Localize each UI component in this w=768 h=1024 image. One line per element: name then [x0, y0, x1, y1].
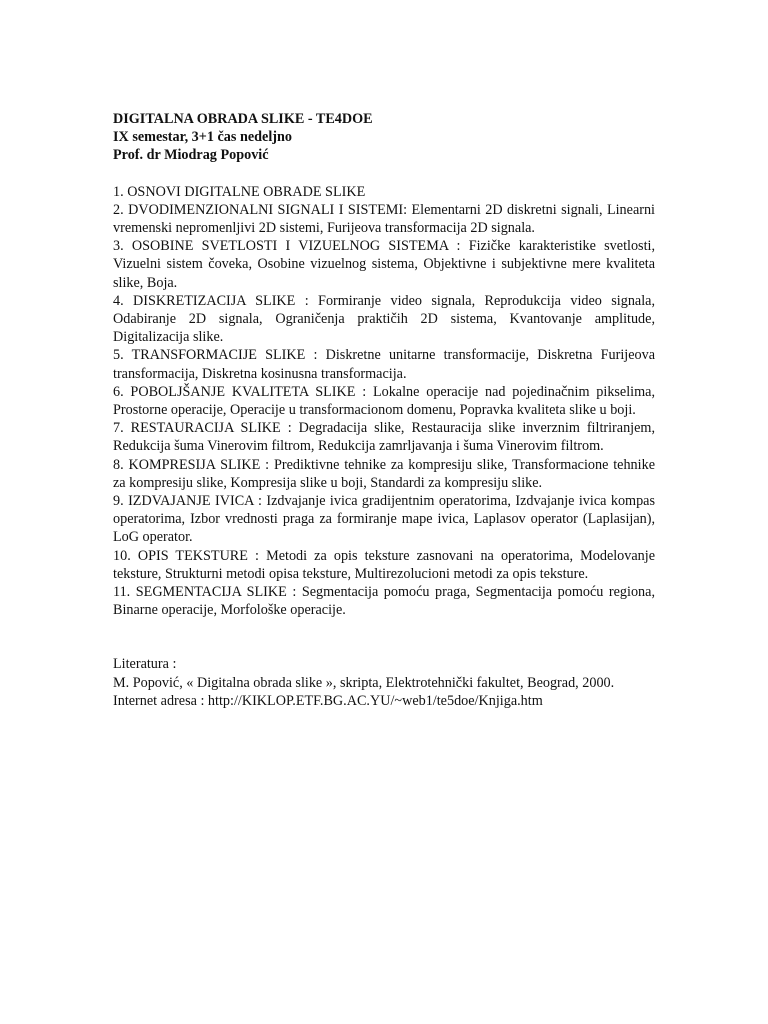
spacer [113, 165, 655, 183]
topic-item: 8. KOMPRESIJA SLIKE : Prediktivne tehnike za kompresiju slike, Transformacione tehnike za kompresiju slike, Kompresija slike u boji, Standardi za kompresiju slike. [113, 456, 655, 491]
topic-item: 3. OSOBINE SVETLOSTI I VIZUELNOG SISTEMA : Fizičke karakteristike svetlosti, Vizuelni sistem čoveka, Osobine vizuelnog sistema, Objektivne i subjektivne mere kvaliteta slike, Boja. [113, 238, 655, 291]
topic-item: 10. OPIS TEKSTURE : Metodi za opis teksture zasnovani na operatorima, Modelovanje teksture, Strukturni metodi opisa teksture, Multirezolucioni metodi za opis teksture. [113, 547, 655, 582]
topic-item: 7. RESTAURACIJA SLIKE : Degradacija slike, Restauracija slike inverznim filtriranjem, Redukcija šuma Vinerovim filtrom, Redukcija zamrljavanja i šuma Vinerovim filtrom. [113, 420, 655, 455]
topic-item: 4. DISKRETIZACIJA SLIKE : Formiranje video signala, Reprodukcija video signala, Odabiranje 2D signala, Ograničenja praktičih 2D sistema, Kvantovanje amplitude, Digitalizacija slike. [113, 292, 655, 346]
topic-item: 1. OSNOVI DIGITALNE OBRADE SLIKE [113, 183, 366, 200]
topic-item: 6. POBOLJŠANJE KVALITETA SLIKE : Lokalne operacije nad pojedinačnim pikselima, Prostorne operacije, Operacije u transformacionom domenu, Popravka kvaliteta slike u boji. [113, 383, 655, 419]
topic-item: 2. DVODIMENZIONALNI SIGNALI I SISTEMI: Elementarni 2D diskretni signali, Linearni vremenski nepromenljivi 2D sistemi, Furijeova transformacija 2D signala. [113, 201, 655, 237]
literature-title: Literatura : [113, 656, 177, 673]
course-semester: IX semestar, 3+1 čas nedeljno [113, 129, 292, 146]
topic-item: 9. IZDVAJANJE IVICA : Izdvajanje ivica gradijentnim operatorima, Izdvajanje ivica kompas operatorima, Izbor vrednosti praga za formiranje mape ivica, Laplasov operator (Laplasijan), LoG operator. [113, 493, 655, 546]
topic-item: 5. TRANSFORMACIJE SLIKE : Diskretne unitarne transformacije, Diskretna Furijeova transformacija, Diskretna kosinusna transformacija. [113, 347, 655, 382]
literature-web-address: Internet adresa : http://KIKLOP.ETF.BG.AC.YU/~web1/te5doe/Knjiga.htm [113, 692, 543, 709]
course-professor: Prof. dr Miodrag Popović [113, 147, 269, 164]
course-title: DIGITALNA OBRADA SLIKE - TE4DOE [113, 111, 373, 127]
document-page [113, 110, 655, 710]
topic-item: 11. SEGMENTACIJA SLIKE : Segmentacija pomoću praga, Segmentacija pomoću regiona, Binarne operacije, Morfološke operacije. [113, 584, 655, 619]
literature-reference: M. Popović, « Digitalna obrada slike », skripta, Elektrotehnički fakultet, Beograd, 2000. [113, 674, 615, 691]
